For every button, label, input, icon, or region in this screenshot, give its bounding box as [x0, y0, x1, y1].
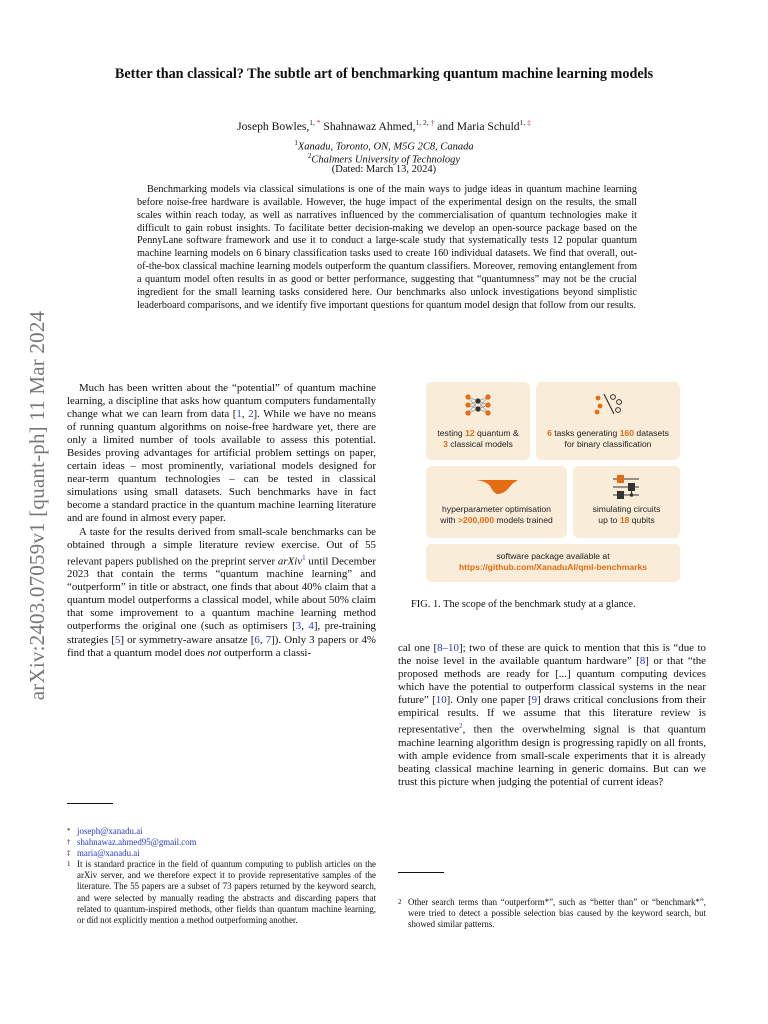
citation-link[interactable]: 6	[254, 633, 260, 646]
text-run: ,	[301, 620, 309, 633]
text-run: ] draws critical conclusions from their empirical results. If we assume that this literature review is representative	[398, 694, 707, 736]
footnote-mark: *	[67, 827, 71, 835]
footnote	[67, 859, 376, 926]
body-left-column	[67, 382, 376, 660]
text-run: ], pre-training strategies [	[67, 620, 377, 646]
footnote	[67, 837, 376, 848]
text-run: until December 2023 that contain the terms “quantum machine learning” and “outperform” in title or abstract, one finds that about 40% claim that a quantum model outperforms a classical model, while about 50% claim that some improvement to a quantum machine learning method outperforms the original one (such as optimisers [	[67, 555, 376, 633]
abstract: Benchmarking models via classical simulations is one of the main ways to judge ideas in quantum machine learning before noise-free hardware is available. However, the huge impact of the experimental design on the results, the small scales within reach today, as well as narratives influenced by the commercialisation of quantum technologies make it difficult to gain robust insights. To facilitate better decision-making we develop an open-source package based on the PennyLane software framework and use it to conduct a large-scale study that systematically tests 12 popular quantum machine learning models on 6 binary classification tasks used to create 160 individual datasets. We find that overall, out-of-the-box classical machine learning models outperform the quantum classifiers. Moreover, removing entanglement from a quantum model often results in as good or better performance, suggesting that “quantumness” may not be the crucial ingredient for the small learning tasks considered here. Our benchmarks also unlock investigations beyond simplistic leaderboard comparisons, and we identify five important questions for quantum model design that follow from our results.	[137, 184, 637, 311]
text-run: outperform a classi-	[221, 646, 312, 659]
citation-link[interactable]: 5	[114, 633, 121, 646]
text-run: ]. While we have no means of running quantum algorithms on noise-free hardware yet, there are only a limited number of tools available to assess this potential. Besides proving advantages for artificial problem settings on paper, certain ideas – most prominently, variational models designed for near-term quantum technologies – can be tested in classical simulations using small datasets. Such benchmarks have in fact become a standard practice in the quantum machine learning literature and are found in almost every paper.	[67, 408, 376, 525]
neural-network-icon	[463, 393, 493, 417]
classification-icon	[593, 392, 623, 416]
card-text	[536, 428, 680, 450]
footnote-link[interactable]: 1	[302, 553, 306, 562]
quantum-circuit-icon	[611, 473, 641, 501]
footnote-mark: 1	[67, 860, 71, 869]
text-run: Much has been written about the “potential” of quantum machine learning, a discipline that asks how quantum computers fundamentally change what we can learn from data [	[67, 382, 376, 421]
affiliation-text: Xanadu, Toronto, ON, M5G 2C8, Canada	[297, 141, 474, 153]
card-software	[426, 544, 680, 582]
author-affiliation: 1,	[309, 118, 315, 127]
highlight-number: 6	[547, 428, 552, 438]
text-run: A taste for the results derived from small-scale benchmarks can be obtained through a simple literature review exercise. Out of 55 relevant papers published on the preprint server	[67, 525, 376, 568]
card-text-run: qubits	[629, 515, 655, 526]
citation-link[interactable]: 7	[265, 633, 272, 646]
text-run: ]; two of these are quick to mention that this is “due to the noise level in the available quantum hardware” [	[398, 642, 706, 668]
author-name: and Maria Schuld	[437, 119, 520, 133]
affiliation-number: 2	[307, 152, 312, 160]
text-run: ] or that “the proposed methods are ready for [...] quantum computing devices which have the potential to outperform classical systems in the near future” [	[398, 655, 707, 707]
footnote-rule	[398, 872, 444, 873]
author-list	[70, 118, 698, 133]
footnote-link[interactable]: 2	[459, 722, 463, 731]
citation-link[interactable]: 2	[248, 408, 254, 421]
dated-line: (Dated: March 13, 2024)	[331, 164, 437, 175]
footnote-text: Other search terms than “outperform*”, such as “better than” or “benchmark*”, were tried to detect a possible selection bias caused by the keyword search, but showed similar patterns.	[408, 897, 706, 930]
affiliation-number: 1	[294, 139, 298, 147]
footnote-rule	[67, 803, 113, 804]
footnotes-right	[398, 897, 706, 930]
author-affiliation: 1, 2,	[415, 118, 429, 127]
footnote	[67, 848, 376, 859]
author-footnote-mark[interactable]: †	[428, 118, 435, 127]
affiliation-text: Chalmers University of Technology	[311, 154, 461, 166]
text-run: ,	[259, 633, 266, 646]
footnote	[67, 826, 376, 837]
citation-link[interactable]: 4	[308, 620, 314, 633]
email-link[interactable]: maria@xanadu.ai	[77, 848, 140, 859]
arxiv-identifier	[22, 255, 54, 755]
card-tasks	[536, 382, 680, 460]
card-text-run: models trained	[494, 515, 553, 526]
card-text-run: with	[440, 515, 458, 526]
citation-link[interactable]: 10	[435, 694, 447, 707]
author-footnote-mark[interactable]: *	[314, 118, 321, 127]
footnote	[398, 897, 706, 930]
card-hyperparameter	[426, 466, 567, 538]
footnote-mark: ‡	[67, 849, 71, 858]
card-text-run: classical models	[447, 439, 513, 450]
text-run: ] or symmetry-aware ansatze [	[120, 633, 255, 646]
author-name: Joseph Bowles,	[237, 119, 310, 133]
card-text	[573, 504, 680, 526]
arxiv-identifier-text: arXiv:2403.07059v1 [quant-ph] 11 Mar 2024	[25, 310, 50, 700]
text-run: ,	[241, 408, 249, 421]
footnote-text: It is standard practice in the field of quantum computing to publish articles on the arXiv server, and we therefore expect it to provide representative samples of the literature. The 55 papers are a subset of 73 papers returned by the keyword search, and were selected by manually reading the abstracts and discarding papers that related to quantum-inspired methods, other fields than quantum machine learning, or did not explicitly mention a method outperforming another.	[77, 859, 376, 925]
paragraph	[67, 382, 376, 526]
citation-link[interactable]: 8–10	[437, 642, 459, 654]
card-text-run: quantum &	[474, 428, 519, 438]
highlight-number: 12	[465, 428, 475, 438]
card-text-run: up to	[598, 515, 620, 526]
body-right-column	[398, 642, 706, 789]
footnote-mark: 2	[398, 898, 402, 906]
card-text-run: software package available at	[496, 551, 610, 561]
footnotes-left	[67, 826, 376, 926]
author-name: Shahnawaz Ahmed,	[323, 119, 416, 133]
card-text	[426, 428, 530, 450]
card-text-run: tasks generating	[551, 428, 620, 438]
figure-caption: FIG. 1. The scope of the benchmark study at a glance.	[411, 599, 636, 610]
highlight-number: 18	[619, 515, 630, 526]
citation-link[interactable]: 9	[531, 694, 538, 707]
text-run: ]). Only 3 papers or 4% find that a quantum model does	[67, 633, 376, 659]
card-circuits	[573, 466, 680, 538]
citation-link[interactable]: 1	[236, 408, 242, 421]
loss-landscape-icon	[474, 478, 520, 496]
repository-link[interactable]: https://github.com/XanaduAI/qml-benchmarks	[458, 562, 648, 573]
card-text	[426, 504, 567, 526]
highlight-number: 160	[619, 428, 635, 438]
card-text	[426, 551, 680, 573]
emphasis: not	[207, 646, 222, 659]
card-text-run: for binary classification	[564, 439, 652, 450]
card-text-run: datasets	[634, 428, 669, 438]
text-run: ]. Only one paper [	[446, 694, 532, 707]
text-run: cal one [	[398, 642, 438, 654]
card-text-run: testing	[437, 428, 466, 438]
highlight-number: 3	[443, 439, 448, 450]
footnote-mark: †	[67, 838, 71, 847]
card-text-run: hyperparameter optimisation	[442, 504, 551, 514]
author-affiliation: 1,	[519, 118, 526, 127]
figure-1	[426, 382, 680, 582]
card-text-run: simulating circuits	[592, 504, 661, 514]
citation-link[interactable]: 3	[295, 620, 302, 633]
paragraph	[67, 526, 376, 660]
email-link[interactable]: joseph@xanadu.ai	[77, 826, 143, 836]
card-models	[426, 382, 530, 460]
paragraph	[398, 642, 706, 789]
text-run: , then the overwhelming signal is that quantum machine learning algorithm design is progressing rapidly on all fronts, with ample evidence from small-scale experiments that it is already beating classical machine learning in generic domains. But can we trust this picture when judging the potential of current ideas?	[398, 723, 706, 789]
email-link[interactable]: shahnawaz.ahmed95@gmail.com	[77, 837, 197, 848]
author-footnote-mark[interactable]: ‡	[525, 118, 531, 127]
emphasis: arXiv	[277, 555, 303, 568]
citation-link[interactable]: 8	[639, 655, 646, 668]
paper-title: Better than classical? The subtle art of benchmarking quantum machine learning models	[114, 66, 654, 82]
highlight-number: >200,000	[457, 515, 494, 526]
